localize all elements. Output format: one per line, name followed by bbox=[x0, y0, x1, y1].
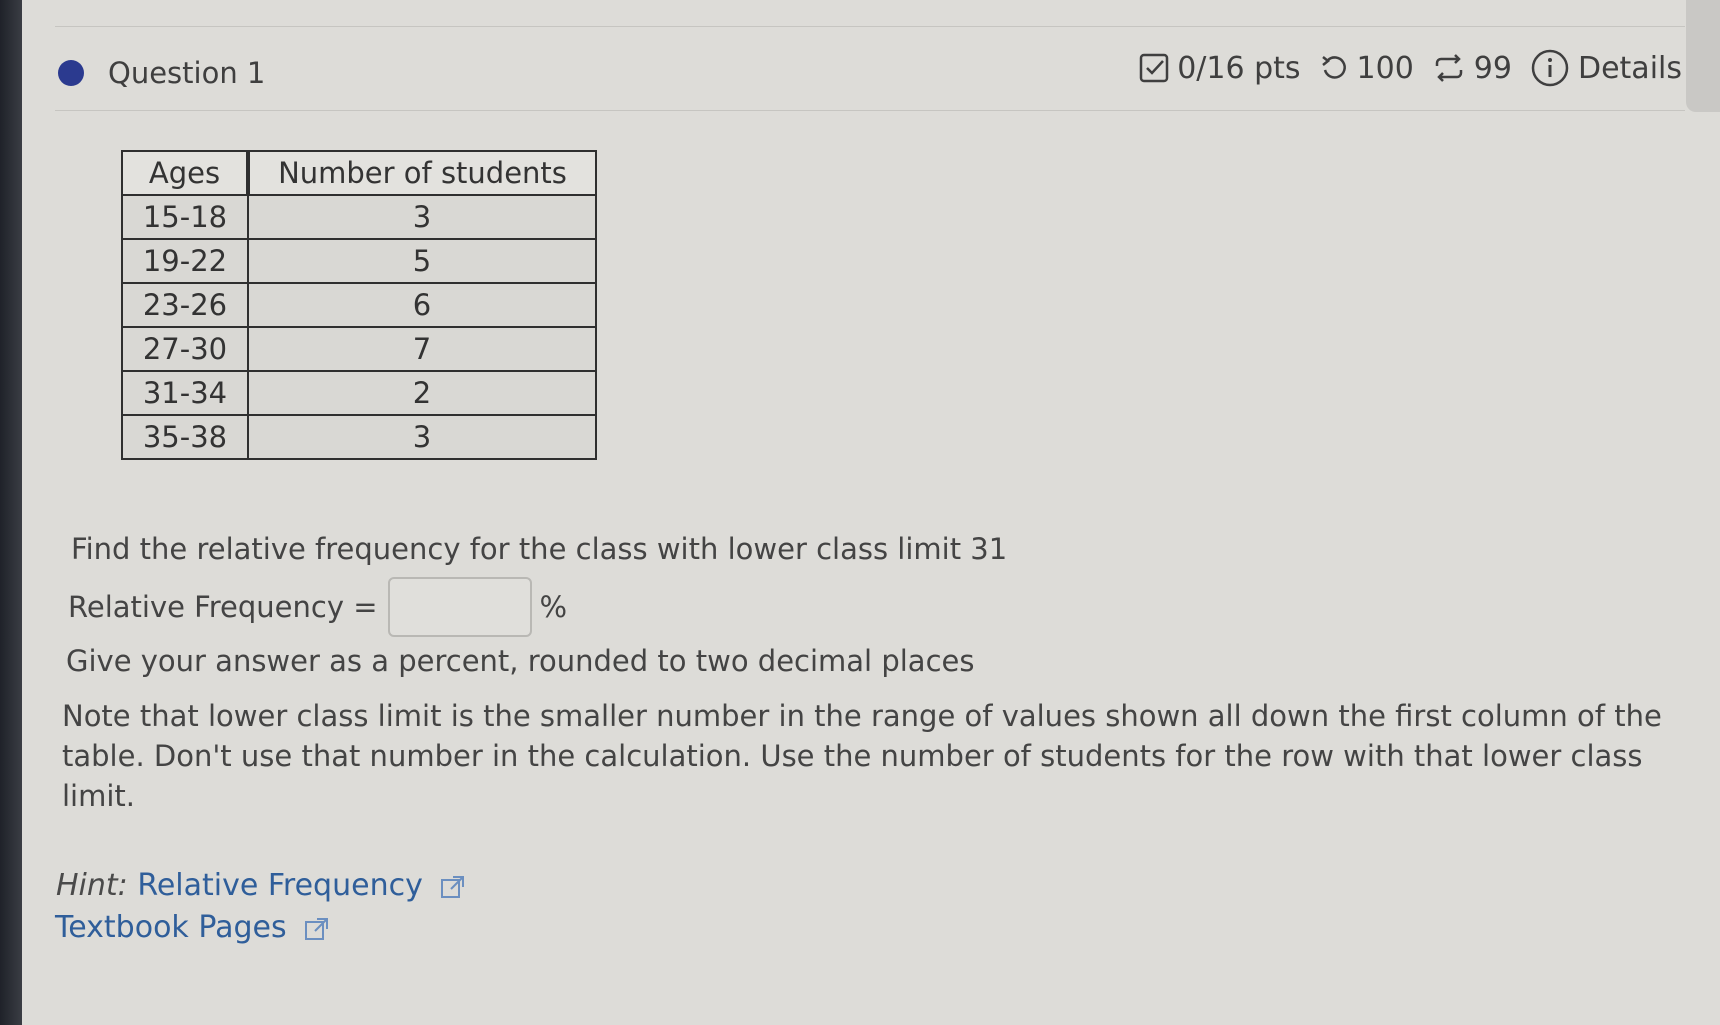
age-cell: 27-30 bbox=[122, 327, 248, 371]
relative-frequency-label: Relative Frequency = bbox=[68, 590, 378, 624]
header-divider bbox=[55, 110, 1685, 111]
question-title: Question 1 bbox=[108, 56, 266, 90]
screen-left-edge bbox=[0, 0, 22, 1025]
retry-icon bbox=[1432, 53, 1466, 83]
retries-text: 99 bbox=[1473, 50, 1512, 86]
top-divider bbox=[55, 26, 1685, 27]
textbook-line bbox=[55, 910, 330, 945]
question-meta bbox=[1121, 48, 1682, 88]
relative-frequency-row bbox=[68, 574, 567, 640]
textbook-pages-link[interactable]: Textbook Pages bbox=[55, 910, 287, 945]
details-button[interactable] bbox=[1530, 48, 1682, 88]
age-cell: 35-38 bbox=[122, 415, 248, 459]
points-text: 0/16 pts bbox=[1177, 50, 1301, 86]
count-cell: 7 bbox=[248, 327, 596, 371]
attempts-text: 100 bbox=[1356, 50, 1414, 86]
hint-label: Hint: bbox=[56, 868, 128, 903]
rounding-instruction: Give your answer as a percent, rounded to two decimal places bbox=[66, 644, 975, 678]
column-header-students: Number of students bbox=[248, 151, 596, 195]
table-header-row bbox=[122, 151, 596, 195]
relative-frequency-link[interactable]: Relative Frequency bbox=[137, 868, 423, 903]
external-link-icon[interactable] bbox=[304, 916, 330, 942]
age-cell: 15-18 bbox=[122, 195, 248, 239]
age-cell: 19-22 bbox=[122, 239, 248, 283]
table-row bbox=[122, 327, 596, 371]
column-header-ages: Ages bbox=[122, 151, 248, 195]
percent-unit: % bbox=[539, 590, 568, 624]
external-link-icon[interactable] bbox=[440, 874, 466, 900]
undo-icon bbox=[1319, 53, 1349, 83]
table-row bbox=[122, 283, 596, 327]
count-cell: 3 bbox=[248, 415, 596, 459]
age-cell: 23-26 bbox=[122, 283, 248, 327]
count-cell: 3 bbox=[248, 195, 596, 239]
question-status-dot-icon bbox=[58, 60, 84, 86]
count-cell: 6 bbox=[248, 283, 596, 327]
points-info bbox=[1139, 51, 1300, 86]
info-icon bbox=[1530, 48, 1570, 88]
question-prompt: Find the relative frequency for the class with lower class limit 31 bbox=[71, 532, 1008, 566]
table-row bbox=[122, 239, 596, 283]
question-header bbox=[58, 44, 1682, 92]
table-row bbox=[122, 415, 596, 459]
checkbox-icon bbox=[1139, 53, 1169, 83]
relative-frequency-input[interactable] bbox=[388, 577, 532, 637]
question-note: Note that lower class limit is the smaller number in the range of values shown all down the first column of the table. Don't use that number in the calculation. Use the number of students for the row with that lower class limit. bbox=[62, 699, 1662, 813]
table-row bbox=[122, 195, 596, 239]
sidebar-edge bbox=[1686, 0, 1720, 112]
attempts-info bbox=[1319, 51, 1414, 86]
count-cell: 5 bbox=[248, 239, 596, 283]
retries-info bbox=[1432, 51, 1512, 86]
table-row bbox=[122, 371, 596, 415]
hint-line bbox=[56, 868, 466, 903]
count-cell: 2 bbox=[248, 371, 596, 415]
frequency-table bbox=[121, 150, 597, 460]
age-cell: 31-34 bbox=[122, 371, 248, 415]
details-label: Details bbox=[1577, 50, 1682, 86]
